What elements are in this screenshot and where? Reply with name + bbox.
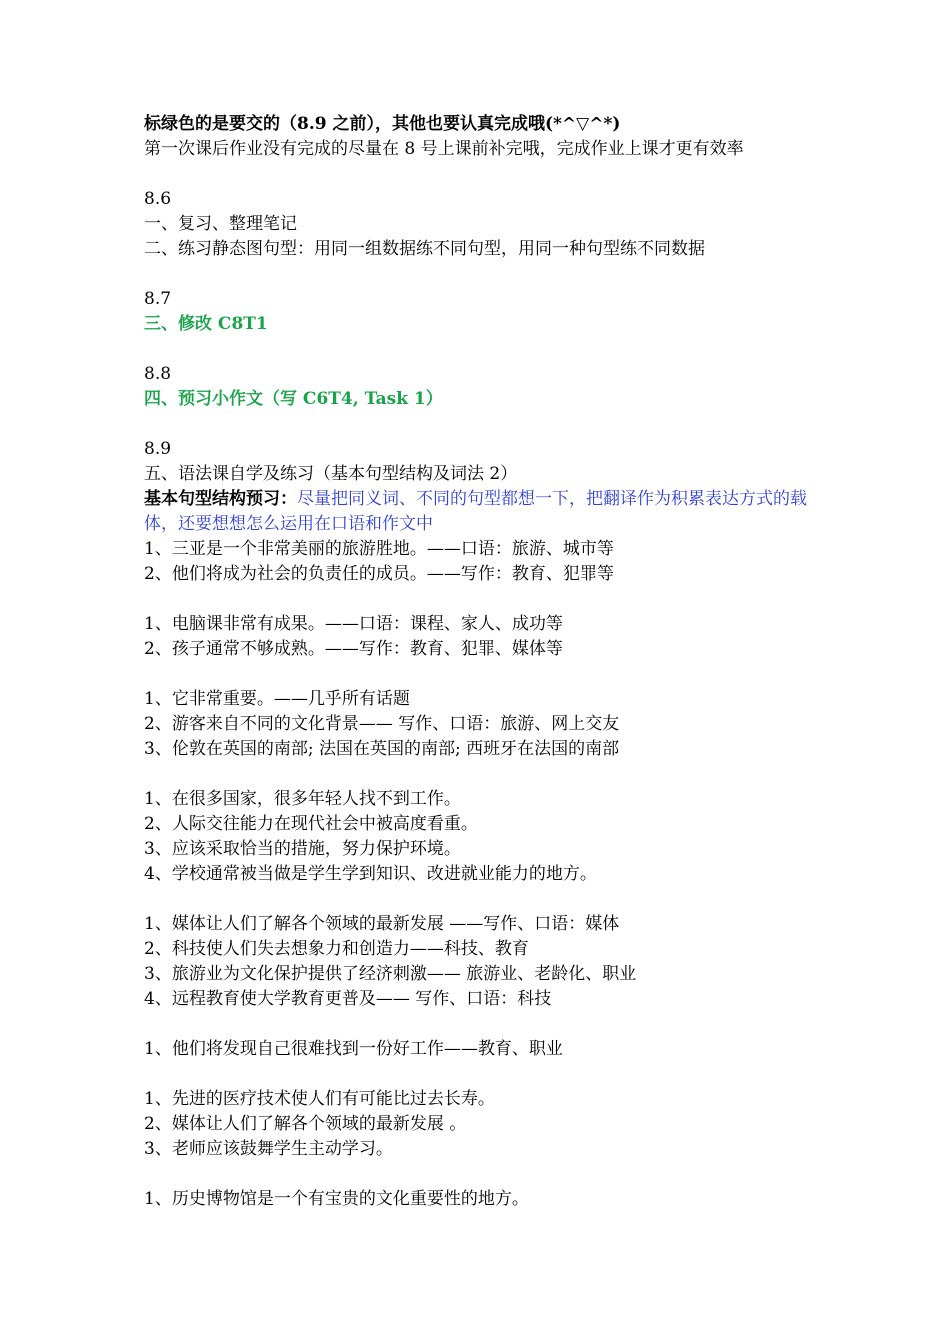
list-item: 2、孩子通常不够成熟。——写作：教育、犯罪、媒体等 xyxy=(144,639,563,659)
list-item: 4、学校通常被当做是学生学到知识、改进就业能力的地方。 xyxy=(144,864,597,884)
list-item: 2、人际交往能力在现代社会中被高度看重。 xyxy=(144,814,478,834)
list-item: 1、先进的医疗技术使人们有可能比过去长寿。 xyxy=(144,1089,495,1109)
spacer xyxy=(144,887,816,912)
list-item: 2、他们将成为社会的负责任的成员。——写作：教育、犯罪等 xyxy=(144,564,614,584)
list-item: 1、媒体让人们了解各个领域的最新发展 ——写作、口语：媒体 xyxy=(144,914,620,934)
list-item: 3、伦敦在英国的南部; 法国在英国的南部; 西班牙在法国的南部 xyxy=(144,739,620,759)
list-item: 1、历史博物馆是一个有宝贵的文化重要性的地方。 xyxy=(144,1189,529,1209)
spacer xyxy=(144,262,816,287)
list-item: 1、三亚是一个非常美丽的旅游胜地。——口语：旅游、城市等 xyxy=(144,539,614,559)
spacer xyxy=(144,662,816,687)
date-8-8: 8.8 xyxy=(144,364,172,384)
list-item: 3、应该采取恰当的措施，努力保护环境。 xyxy=(144,839,461,859)
spacer xyxy=(144,1162,816,1187)
list-item: 2、游客来自不同的文化背景—— 写作、口语：旅游、网上交友 xyxy=(144,714,620,734)
spacer xyxy=(144,412,816,437)
preview-instruction xyxy=(144,487,816,537)
spacer xyxy=(144,587,816,612)
task-grammar-self-study: 五、语法课自学及练习（基本句型结构及词法 2） xyxy=(144,464,518,484)
spacer xyxy=(144,162,816,187)
list-item: 4、远程教育使大学教育更普及—— 写作、口语：科技 xyxy=(144,989,552,1009)
preview-text: 尽量把同义词、不同的句型都想一下，把翻译作为积累表达方式的载体，还要想想怎么运用在口语和作文中 xyxy=(144,489,807,534)
list-item: 1、他们将发现自己很难找到一份好工作——教育、职业 xyxy=(144,1039,563,1059)
date-8-6: 8.6 xyxy=(144,189,172,209)
header-title: 标绿色的是要交的（8.9 之前），其他也要认真完成哦(*^▽^*) xyxy=(144,114,621,134)
date-8-9: 8.9 xyxy=(144,439,172,459)
spacer xyxy=(144,762,816,787)
list-item: 1、在很多国家，很多年轻人找不到工作。 xyxy=(144,789,461,809)
list-item: 2、科技使人们失去想象力和创造力——科技、教育 xyxy=(144,939,529,959)
task-revise-c8t1: 三、修改 C8T1 xyxy=(144,314,268,334)
preview-label: 基本句型结构预习： xyxy=(144,489,297,509)
task-review-notes: 一、复习、整理笔记 xyxy=(144,214,297,234)
spacer xyxy=(144,337,816,362)
spacer xyxy=(144,1012,816,1037)
date-8-7: 8.7 xyxy=(144,289,172,309)
task-preview-small-essay: 四、预习小作文（写 C6T4, Task 1） xyxy=(144,389,443,409)
list-item: 1、它非常重要。——几乎所有话题 xyxy=(144,689,410,709)
document-page xyxy=(144,112,816,1212)
header-note: 第一次课后作业没有完成的尽量在 8 号上课前补完哦，完成作业上课才更有效率 xyxy=(144,139,744,159)
task-static-chart-practice: 二、练习静态图句型：用同一组数据练不同句型，用同一种句型练不同数据 xyxy=(144,239,705,259)
spacer xyxy=(144,1062,816,1087)
list-item: 3、老师应该鼓舞学生主动学习。 xyxy=(144,1139,393,1159)
list-item: 3、旅游业为文化保护提供了经济刺激—— 旅游业、老龄化、职业 xyxy=(144,964,637,984)
list-item: 1、电脑课非常有成果。——口语：课程、家人、成功等 xyxy=(144,614,563,634)
list-item: 2、媒体让人们了解各个领域的最新发展 。 xyxy=(144,1114,467,1134)
